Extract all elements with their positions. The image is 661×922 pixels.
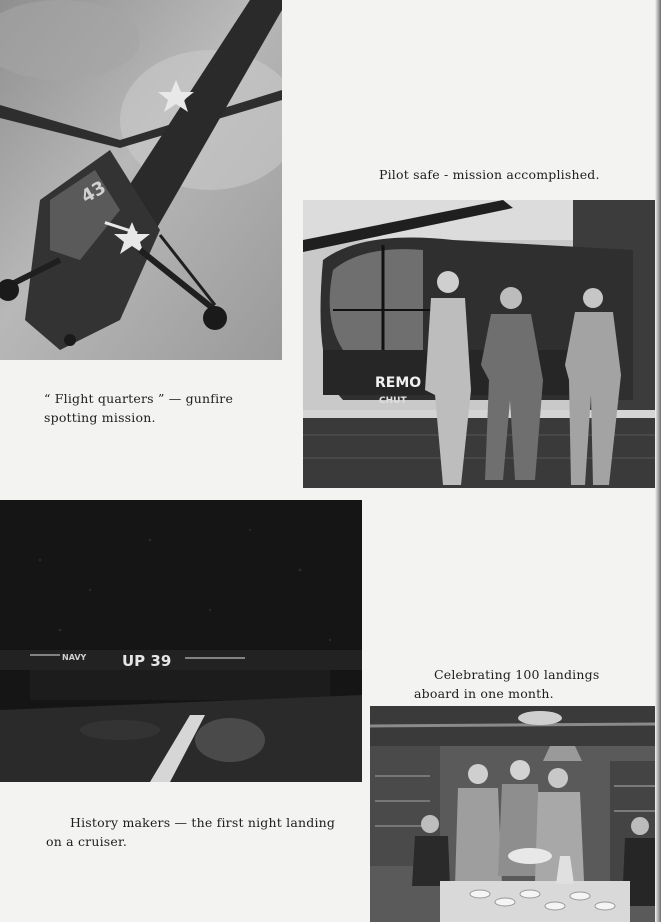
page-edge-shadow	[655, 0, 661, 922]
navy-text: NAVY	[62, 653, 87, 662]
caption-pilot-safe: Pilot safe - mission accomplished.	[379, 166, 600, 182]
photo-celebrating	[370, 706, 658, 922]
caption-history-makers: History makers — the first night landing on a cruiser.	[46, 814, 336, 849]
chut-text: CHUT	[379, 396, 407, 406]
photo-pilot-safe	[303, 200, 658, 488]
heli-number-text: 43	[77, 176, 110, 208]
photo-helicopter-flight	[0, 0, 282, 360]
photo-night-landing	[0, 500, 362, 782]
remo-text: REMO	[375, 375, 422, 391]
caption-flight-quarters: “ Flight quarters ” — gunfire spotting mission.	[44, 390, 234, 425]
tail-code-text: UP 39	[122, 652, 172, 670]
caption-celebrating: Celebrating 100 landings aboard in one month.	[414, 666, 600, 701]
